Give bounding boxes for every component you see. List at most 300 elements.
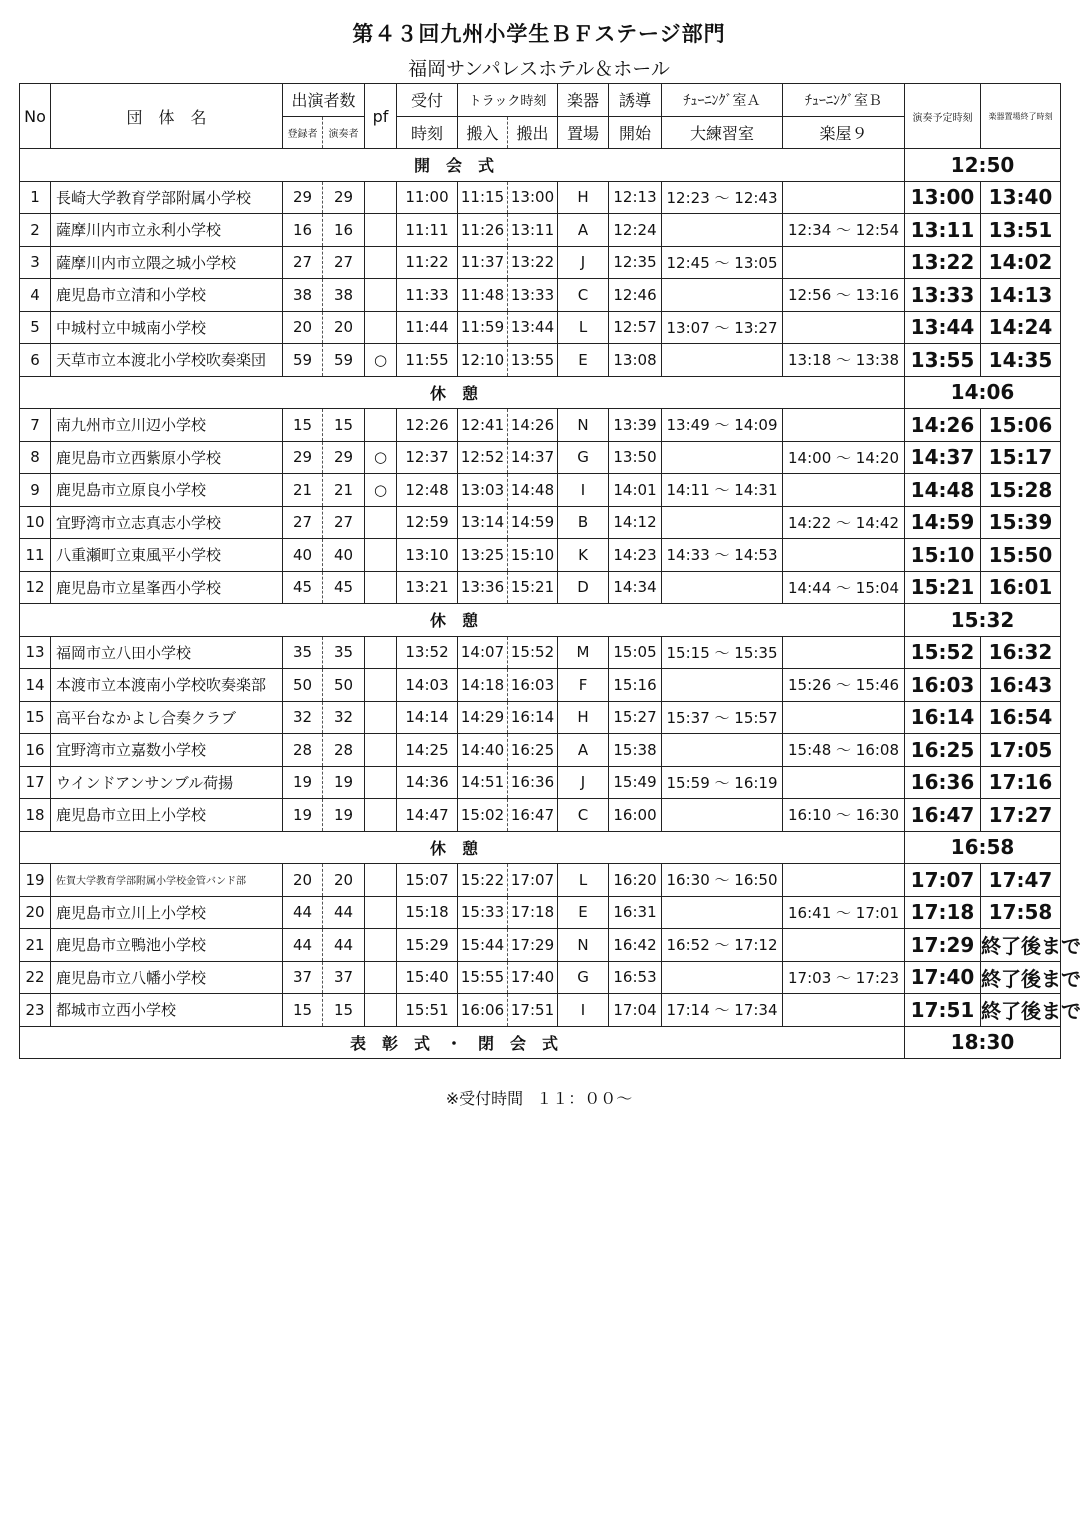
group-name: 八重瀬町立東風平小学校 [51,539,283,572]
storage-place: J [558,246,609,279]
playing-count: 32 [323,701,365,734]
row-number: 21 [20,929,51,962]
playing-count: 27 [323,246,365,279]
storage-end-time: 15:06 [981,409,1061,442]
storage-place: L [558,864,609,897]
truck-out-time: 14:26 [508,409,558,442]
performance-time: 17:51 [905,994,981,1027]
tuning-a-slot [662,669,783,702]
header-playing: 演奏者 [323,116,365,149]
footer-time: １１：００～ [536,1089,633,1108]
storage-end-time: 終了後まで [981,994,1061,1027]
tuning-a-slot [662,896,783,929]
performance-time: 14:48 [905,474,981,507]
tuning-b-slot [783,864,905,897]
tuning-b-slot: 12:34 ～ 12:54 [783,214,905,247]
registered-count: 40 [283,539,323,572]
reception-time: 11:11 [397,214,458,247]
truck-out-time: 16:14 [508,701,558,734]
row-number: 12 [20,571,51,604]
pf-mark [365,539,397,572]
footer-note [0,1086,1078,1109]
performance-time: 17:40 [905,961,981,994]
tuning-b-slot [783,181,905,214]
tuning-b-slot: 16:10 ～ 16:30 [783,799,905,832]
table-row [20,669,1061,702]
playing-count: 59 [323,344,365,377]
pf-mark [365,214,397,247]
performance-time: 17:18 [905,896,981,929]
pf-mark: ○ [365,344,397,377]
pf-mark [365,311,397,344]
storage-place: L [558,311,609,344]
reception-time: 12:48 [397,474,458,507]
group-name: 本渡市立本渡南小学校吹奏楽部 [51,669,283,702]
storage-place: I [558,474,609,507]
schedule-table [19,83,1081,1059]
tuning-b-slot: 17:03 ～ 17:23 [783,961,905,994]
truck-in-time: 14:51 [458,766,508,799]
performance-time: 17:07 [905,864,981,897]
truck-out-time: 14:59 [508,506,558,539]
reception-time: 13:21 [397,571,458,604]
tuning-b-slot [783,701,905,734]
tuning-a-slot [662,734,783,767]
table-row [20,636,1061,669]
tuning-b-slot: 16:41 ～ 17:01 [783,896,905,929]
group-name: 鹿児島市立鴨池小学校 [51,929,283,962]
tuning-a-slot: 12:23 ～ 12:43 [662,181,783,214]
registered-count: 59 [283,344,323,377]
truck-out-time: 15:52 [508,636,558,669]
registered-count: 38 [283,279,323,312]
storage-end-time: 終了後まで [981,961,1061,994]
storage-end-time: 15:50 [981,539,1061,572]
section-row [20,149,1061,182]
pf-mark [365,506,397,539]
tuning-a-slot: 15:37 ～ 15:57 [662,701,783,734]
reception-time: 12:37 [397,441,458,474]
tuning-b-slot [783,474,905,507]
tuning-b-slot: 14:00 ～ 14:20 [783,441,905,474]
playing-count: 44 [323,896,365,929]
tuning-b-slot [783,929,905,962]
playing-count: 29 [323,441,365,474]
header-pf: pf [365,84,397,149]
tuning-a-slot [662,961,783,994]
playing-count: 16 [323,214,365,247]
performance-time: 17:29 [905,929,981,962]
storage-end-time: 17:27 [981,799,1061,832]
storage-end-time: 13:51 [981,214,1061,247]
reception-time: 14:25 [397,734,458,767]
table-row [20,766,1061,799]
performance-time: 16:47 [905,799,981,832]
reception-time: 11:55 [397,344,458,377]
storage-end-time: 16:54 [981,701,1061,734]
pf-mark [365,799,397,832]
tuning-a-slot [662,799,783,832]
tuning-a-slot: 16:30 ～ 16:50 [662,864,783,897]
registered-count: 16 [283,214,323,247]
row-number: 17 [20,766,51,799]
truck-out-time: 13:44 [508,311,558,344]
truck-out-time: 17:40 [508,961,558,994]
guide-start-time: 16:00 [609,799,662,832]
performance-time: 13:55 [905,344,981,377]
truck-out-time: 13:22 [508,246,558,279]
table-row [20,181,1061,214]
guide-start-time: 14:12 [609,506,662,539]
storage-end-time: 14:02 [981,246,1061,279]
storage-end-time: 17:58 [981,896,1061,929]
tuning-b-slot: 15:48 ～ 16:08 [783,734,905,767]
truck-out-time: 17:51 [508,994,558,1027]
storage-end-time: 17:05 [981,734,1061,767]
storage-end-time: 14:24 [981,311,1061,344]
truck-out-time: 16:25 [508,734,558,767]
tuning-b-slot [783,636,905,669]
section-time: 18:30 [905,1026,1061,1059]
registered-count: 20 [283,864,323,897]
pf-mark [365,181,397,214]
table-row [20,539,1061,572]
pf-mark [365,636,397,669]
row-number: 9 [20,474,51,507]
row-number: 20 [20,896,51,929]
section-time: 16:58 [905,831,1061,864]
truck-in-time: 14:07 [458,636,508,669]
pf-mark [365,864,397,897]
header-guide: 誘導 [609,84,662,117]
tuning-a-slot: 15:15 ～ 15:35 [662,636,783,669]
tuning-a-slot [662,279,783,312]
group-name: 都城市立西小学校 [51,994,283,1027]
group-name: 佐賀大学教育学部附属小学校金管バンド部 [51,864,283,897]
truck-in-time: 15:55 [458,961,508,994]
truck-in-time: 13:03 [458,474,508,507]
row-number: 2 [20,214,51,247]
guide-start-time: 15:27 [609,701,662,734]
section-time: 14:06 [905,376,1061,409]
storage-end-time: 終了後まで [981,929,1061,962]
truck-out-time: 17:29 [508,929,558,962]
performance-time: 15:10 [905,539,981,572]
reception-time: 13:52 [397,636,458,669]
section-label: 休憩 [20,376,905,409]
storage-end-time: 16:32 [981,636,1061,669]
table-row [20,799,1061,832]
group-name: 鹿児島市立西紫原小学校 [51,441,283,474]
truck-in-time: 14:40 [458,734,508,767]
header-registered: 登録者 [283,116,323,149]
registered-count: 29 [283,441,323,474]
table-row [20,571,1061,604]
section-label: 開会式 [20,149,905,182]
reception-time: 11:33 [397,279,458,312]
performance-time: 15:21 [905,571,981,604]
storage-end-time: 15:17 [981,441,1061,474]
truck-out-time: 13:00 [508,181,558,214]
row-number: 15 [20,701,51,734]
playing-count: 35 [323,636,365,669]
tuning-a-slot [662,571,783,604]
registered-count: 50 [283,669,323,702]
truck-in-time: 15:33 [458,896,508,929]
tuning-a-slot [662,214,783,247]
table-row [20,864,1061,897]
reception-time: 14:03 [397,669,458,702]
header-truck-in: 搬入 [458,116,508,149]
table-row [20,506,1061,539]
group-name: 天草市立本渡北小学校吹奏楽団 [51,344,283,377]
performance-time: 13:44 [905,311,981,344]
header-tuning-a: ﾁｭｰﾆﾝｸﾞ室Ａ [662,84,783,117]
group-name: 鹿児島市立原良小学校 [51,474,283,507]
guide-start-time: 16:42 [609,929,662,962]
reception-time: 14:47 [397,799,458,832]
storage-place: E [558,896,609,929]
header-performers: 出演者数 [283,84,365,117]
truck-in-time: 14:18 [458,669,508,702]
guide-start-time: 13:08 [609,344,662,377]
tuning-a-slot: 12:45 ～ 13:05 [662,246,783,279]
section-label: 表彰式・閉会式 [20,1026,905,1059]
section-row [20,376,1061,409]
playing-count: 27 [323,506,365,539]
guide-start-time: 14:01 [609,474,662,507]
playing-count: 19 [323,766,365,799]
playing-count: 50 [323,669,365,702]
truck-in-time: 15:44 [458,929,508,962]
guide-start-time: 12:46 [609,279,662,312]
row-number: 18 [20,799,51,832]
truck-in-time: 12:10 [458,344,508,377]
group-name: 宜野湾市立志真志小学校 [51,506,283,539]
truck-in-time: 14:29 [458,701,508,734]
truck-in-time: 13:25 [458,539,508,572]
group-name: 長崎大学教育学部附属小学校 [51,181,283,214]
registered-count: 32 [283,701,323,734]
table-row [20,701,1061,734]
table-row [20,994,1061,1027]
performance-time: 14:26 [905,409,981,442]
header-row [20,84,1061,117]
storage-place: M [558,636,609,669]
tuning-a-slot: 15:59 ～ 16:19 [662,766,783,799]
playing-count: 15 [323,994,365,1027]
storage-place: H [558,701,609,734]
header-tuning-b: ﾁｭｰﾆﾝｸﾞ室Ｂ [783,84,905,117]
performance-time: 16:03 [905,669,981,702]
guide-start-time: 12:24 [609,214,662,247]
tuning-b-slot: 14:44 ～ 15:04 [783,571,905,604]
truck-in-time: 12:41 [458,409,508,442]
truck-in-time: 13:36 [458,571,508,604]
storage-place: A [558,734,609,767]
playing-count: 28 [323,734,365,767]
section-label: 休憩 [20,831,905,864]
registered-count: 19 [283,766,323,799]
guide-start-time: 15:38 [609,734,662,767]
group-name: 中城村立中城南小学校 [51,311,283,344]
truck-out-time: 15:21 [508,571,558,604]
registered-count: 44 [283,896,323,929]
group-name: 高平台なかよし合奏クラブ [51,701,283,734]
guide-start-time: 12:13 [609,181,662,214]
reception-time: 13:10 [397,539,458,572]
pf-mark: ○ [365,441,397,474]
registered-count: 44 [283,929,323,962]
reception-time: 15:40 [397,961,458,994]
performance-time: 14:37 [905,441,981,474]
section-row [20,1026,1061,1059]
playing-count: 37 [323,961,365,994]
header-tuning-b-room: 楽屋９ [783,116,905,149]
truck-out-time: 17:18 [508,896,558,929]
reception-time: 15:51 [397,994,458,1027]
registered-count: 15 [283,994,323,1027]
storage-place: G [558,441,609,474]
registered-count: 27 [283,246,323,279]
registered-count: 28 [283,734,323,767]
pf-mark [365,279,397,312]
tuning-b-slot [783,539,905,572]
storage-place: K [558,539,609,572]
playing-count: 15 [323,409,365,442]
table-row [20,246,1061,279]
registered-count: 19 [283,799,323,832]
storage-place: B [558,506,609,539]
reception-time: 12:26 [397,409,458,442]
header-storage-end: 楽器置場終了時刻 [981,84,1061,149]
playing-count: 40 [323,539,365,572]
header-storage-place: 置場 [558,116,609,149]
page-title: 第４３回九州小学生ＢＦステージ部門 [352,22,726,46]
group-name: 福岡市立八田小学校 [51,636,283,669]
table-row [20,896,1061,929]
table-row [20,279,1061,312]
tuning-b-slot [783,766,905,799]
row-number: 22 [20,961,51,994]
pf-mark [365,994,397,1027]
storage-place: N [558,409,609,442]
truck-in-time: 11:37 [458,246,508,279]
storage-place: A [558,214,609,247]
table-row [20,734,1061,767]
guide-start-time: 15:49 [609,766,662,799]
registered-count: 15 [283,409,323,442]
footer-label: ※受付時間 [445,1089,524,1108]
truck-in-time: 12:52 [458,441,508,474]
performance-time: 13:11 [905,214,981,247]
reception-time: 11:22 [397,246,458,279]
pf-mark [365,766,397,799]
truck-out-time: 16:47 [508,799,558,832]
truck-out-time: 14:48 [508,474,558,507]
tuning-a-slot: 17:14 ～ 17:34 [662,994,783,1027]
header-truck-time: トラック時刻 [458,84,558,117]
row-number: 10 [20,506,51,539]
storage-end-time: 15:39 [981,506,1061,539]
storage-end-time: 13:40 [981,181,1061,214]
storage-place: H [558,181,609,214]
row-number: 4 [20,279,51,312]
row-number: 14 [20,669,51,702]
header-group-name: 団 体 名 [51,84,283,149]
playing-count: 38 [323,279,365,312]
table-row [20,441,1061,474]
row-number: 11 [20,539,51,572]
table-row [20,311,1061,344]
tuning-a-slot: 13:49 ～ 14:09 [662,409,783,442]
performance-time: 16:36 [905,766,981,799]
storage-place: C [558,799,609,832]
playing-count: 19 [323,799,365,832]
section-time: 12:50 [905,149,1061,182]
storage-end-time: 14:13 [981,279,1061,312]
tuning-a-slot: 14:11 ～ 14:31 [662,474,783,507]
reception-time: 14:36 [397,766,458,799]
pf-mark [365,929,397,962]
pf-mark [365,701,397,734]
storage-end-time: 14:35 [981,344,1061,377]
section-label: 休憩 [20,604,905,637]
performance-time: 16:14 [905,701,981,734]
table-row [20,409,1061,442]
storage-place: J [558,766,609,799]
playing-count: 21 [323,474,365,507]
group-name: ウインドアンサンブル荷揚 [51,766,283,799]
registered-count: 21 [283,474,323,507]
reception-time: 11:44 [397,311,458,344]
group-name: 鹿児島市立清和小学校 [51,279,283,312]
tuning-b-slot [783,994,905,1027]
row-number: 13 [20,636,51,669]
header-truck-out: 搬出 [508,116,558,149]
tuning-b-slot [783,409,905,442]
guide-start-time: 16:20 [609,864,662,897]
header-storage: 楽器 [558,84,609,117]
playing-count: 20 [323,311,365,344]
row-number: 3 [20,246,51,279]
group-name: 鹿児島市立八幡小学校 [51,961,283,994]
storage-place: G [558,961,609,994]
guide-start-time: 16:53 [609,961,662,994]
storage-place: F [558,669,609,702]
registered-count: 27 [283,506,323,539]
group-name: 鹿児島市立田上小学校 [51,799,283,832]
reception-time: 15:18 [397,896,458,929]
truck-out-time: 13:33 [508,279,558,312]
pf-mark [365,409,397,442]
row-number: 19 [20,864,51,897]
tuning-b-slot: 14:22 ～ 14:42 [783,506,905,539]
playing-count: 44 [323,929,365,962]
pf-mark [365,896,397,929]
playing-count: 29 [323,181,365,214]
registered-count: 35 [283,636,323,669]
performance-time: 14:59 [905,506,981,539]
reception-time: 11:00 [397,181,458,214]
header-reception: 受付 [397,84,458,117]
header-guide-start: 開始 [609,116,662,149]
performance-time: 16:25 [905,734,981,767]
storage-end-time: 17:16 [981,766,1061,799]
group-name: 南九州市立川辺小学校 [51,409,283,442]
tuning-b-slot: 12:56 ～ 13:16 [783,279,905,312]
table-row [20,214,1061,247]
